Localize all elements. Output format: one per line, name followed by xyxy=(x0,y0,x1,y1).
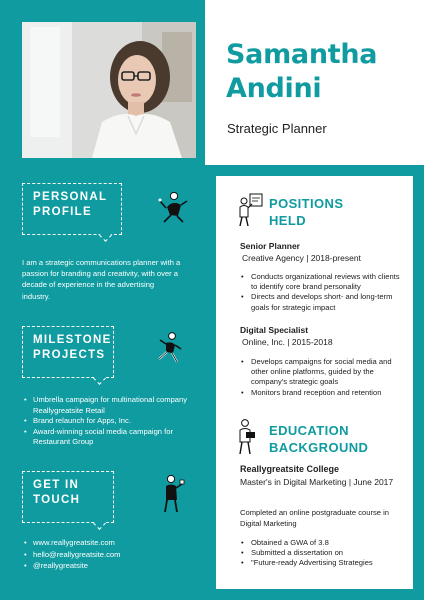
milestone-list xyxy=(24,395,199,448)
list-item: • Conducts organizational reviews with clients to identify core brand personality xyxy=(240,272,400,292)
job-meta: Online, Inc. | 2015-2018 xyxy=(242,337,333,347)
personal-profile-heading-box xyxy=(22,183,122,235)
full-name xyxy=(226,38,377,106)
job-bullets xyxy=(240,272,400,313)
job-role: Senior Planner xyxy=(240,241,300,251)
email-link[interactable]: • hello@reallygreatsite.com xyxy=(24,549,184,561)
positions-held-heading xyxy=(269,195,343,229)
list-item: • Develops campaigns for social media and other online platforms, guided by the company's strategic goals xyxy=(240,357,400,388)
education-bullets xyxy=(240,538,400,569)
education-heading xyxy=(269,422,368,456)
milestone-projects-heading-box xyxy=(22,326,114,378)
milestone-title-line2: PROJECTS xyxy=(33,349,106,361)
personal-profile-title-line2: PROFILE xyxy=(33,206,92,218)
education-title-line1: EDUCATION xyxy=(269,423,349,438)
touch-title-line1: GET IN xyxy=(33,479,80,491)
course-note: Completed an online postgraduate course in Digital Marketing xyxy=(240,508,390,528)
education-title-line2: BACKGROUND xyxy=(269,440,369,455)
contact-list xyxy=(24,537,184,572)
touch-title-line2: TOUCH xyxy=(33,494,81,506)
positions-title-line1: POSITIONS xyxy=(269,196,344,211)
person-running-icon xyxy=(155,331,185,365)
job-role: Digital Specialist xyxy=(240,325,309,335)
degree: Master's in Digital Marketing | June 2017 xyxy=(240,477,394,487)
list-item: • Umbrella campaign for multinational company Reallygreatsite Retail xyxy=(24,395,199,416)
milestone-title-line1: MILESTONE xyxy=(33,334,112,346)
list-item: • Obtained a GWA of 3.8 xyxy=(240,538,400,548)
job-title: Strategic Planner xyxy=(227,121,327,136)
list-item: • Award-winning social media campaign for Restaurant Group xyxy=(24,427,199,448)
person-reading-icon xyxy=(234,418,258,456)
list-item: • Monitors brand reception and retention xyxy=(240,388,400,398)
list-item: • Submitted a dissertation on xyxy=(240,548,400,558)
website-link[interactable]: • www.reallygreatsite.com xyxy=(24,537,184,549)
first-name: Samantha xyxy=(226,39,378,70)
social-handle-link[interactable]: • @reallygreatsite xyxy=(24,560,184,572)
sidebar xyxy=(0,0,205,600)
personal-profile-text: I am a strategic communications planner with a passion for branding and creativity, with over a decade of experience in the advertising industry. xyxy=(22,258,181,301)
personal-profile-title-line1: PERSONAL xyxy=(33,191,108,203)
last-name: Andini xyxy=(226,73,322,104)
person-celebrating-icon xyxy=(157,190,189,224)
portrait-photo xyxy=(22,22,196,158)
list-item: • Brand relaunch for Apps, Inc. xyxy=(24,416,199,427)
list-item: • Directs and develops short- and long-term goals for strategic impact xyxy=(240,292,400,312)
job-meta: Creative Agency | 2018-present xyxy=(242,253,361,263)
person-at-board-icon xyxy=(236,192,264,228)
get-in-touch-heading-box xyxy=(22,471,114,523)
job-bullets xyxy=(240,357,400,398)
positions-title-line2: HELD xyxy=(269,213,306,228)
list-item: • "Future-ready Advertising Strategies xyxy=(240,558,400,568)
person-talking-icon xyxy=(158,474,186,514)
college-name: Reallygreatsite College xyxy=(240,464,340,474)
